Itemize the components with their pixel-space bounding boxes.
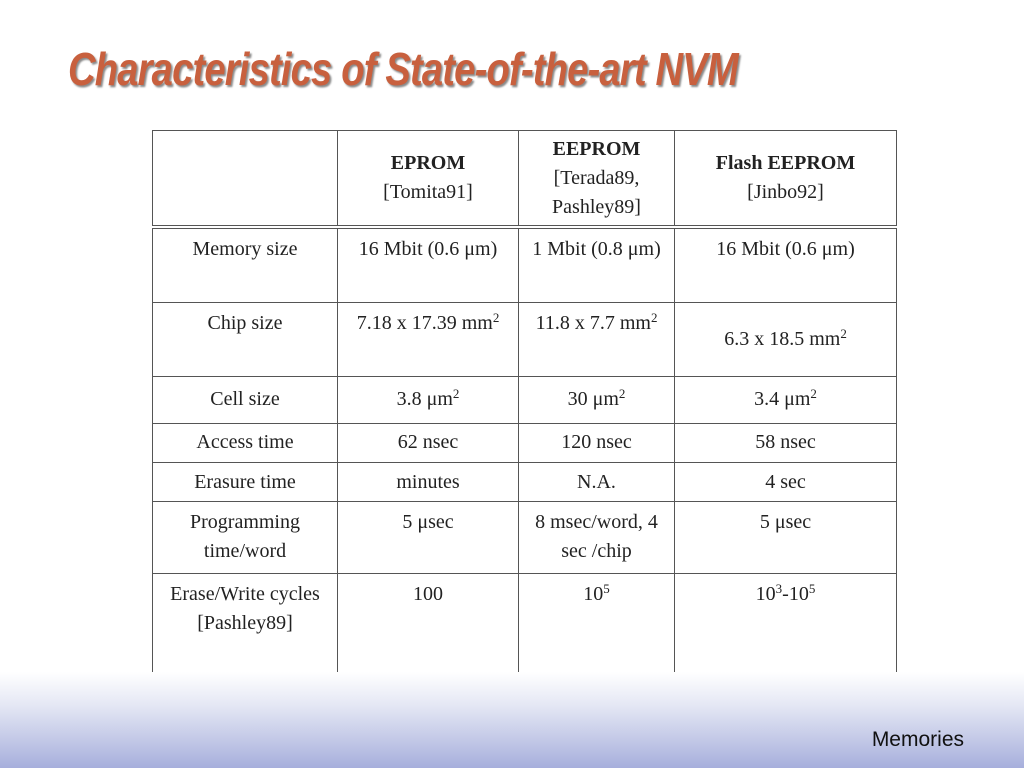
cell-cell-size-eeprom <box>519 377 675 423</box>
table-header-row <box>153 131 897 228</box>
cell-cell-size-flash <box>675 377 897 423</box>
slide-title: Characteristics of State-of-the-art NVM <box>68 43 738 95</box>
exponent: 3 <box>775 581 783 597</box>
table-row <box>153 227 897 302</box>
table-row <box>153 463 897 502</box>
cell-chip-size-flash <box>675 302 897 377</box>
exponent: 2 <box>618 386 626 402</box>
table-row <box>153 302 897 377</box>
cycles-flash-range: -10 <box>782 583 809 606</box>
cell-cell-size-eprom-value: 3.8 μm <box>396 388 453 411</box>
cell-erasure-time-eprom: minutes <box>338 463 519 502</box>
cell-access-time-eeprom: 120 nsec <box>519 423 675 462</box>
cell-programming-time-eeprom: 8 msec/word, 4 sec /chip <box>519 502 675 574</box>
cell-memory-size-eeprom: 1 Mbit (0.8 μm) <box>519 227 675 302</box>
exponent: 2 <box>650 309 658 325</box>
cell-chip-size-flash-value: 6.3 x 18.5 mm <box>724 327 841 350</box>
header-flash-ref: [Jinbo92] <box>747 181 824 204</box>
header-corner-cell <box>153 131 338 228</box>
row-label-access-time: Access time <box>153 423 338 462</box>
header-eeprom-ref: [Terada89, Pashley89] <box>552 166 641 218</box>
cell-memory-size-flash: 16 Mbit (0.6 μm) <box>675 227 897 302</box>
exponent: 5 <box>808 581 816 597</box>
table-row <box>153 574 897 674</box>
row-label-memory-size: Memory size <box>153 227 338 302</box>
exponent: 5 <box>603 581 610 597</box>
cell-access-time-eprom: 62 nsec <box>338 423 519 462</box>
row-label-erase-write-cycles: Erase/Write cycles [Pashley89] <box>153 574 338 674</box>
header-eprom-ref: [Tomita91] <box>383 181 473 204</box>
table-row <box>153 377 897 423</box>
table-row <box>153 423 897 462</box>
cell-chip-size-eprom <box>338 302 519 377</box>
cell-cycles-flash <box>675 574 897 674</box>
exponent: 2 <box>452 386 460 402</box>
footer-label: Memories <box>871 728 964 751</box>
cell-cycles-eeprom <box>519 574 675 674</box>
exponent: 2 <box>810 386 817 402</box>
cell-cell-size-eeprom-value: 30 μm <box>567 388 619 411</box>
cell-programming-time-flash: 5 μsec <box>675 502 897 574</box>
footer-band <box>0 672 1024 768</box>
header-eeprom-name: EEPROM <box>552 137 641 160</box>
row-label-chip-size: Chip size <box>153 302 338 377</box>
cell-erasure-time-eeprom: N.A. <box>519 463 675 502</box>
header-eprom <box>338 131 519 228</box>
cell-cell-size-flash-value: 3.4 μm <box>754 388 811 411</box>
header-eeprom <box>519 131 675 228</box>
cycles-eeprom-base: 10 <box>583 583 604 606</box>
cell-memory-size-eprom: 16 Mbit (0.6 μm) <box>338 227 519 302</box>
cell-chip-size-eeprom-value: 11.8 x 7.7 mm <box>535 311 651 334</box>
cycles-flash-base: 10 <box>755 583 776 606</box>
row-label-erasure-time: Erasure time <box>153 463 338 502</box>
table-row <box>153 502 897 574</box>
cell-erasure-time-flash: 4 sec <box>675 463 897 502</box>
exponent: 2 <box>840 325 847 341</box>
cell-cell-size-eprom <box>338 377 519 423</box>
row-label-programming-time: Programming time/word <box>153 502 338 574</box>
exponent: 2 <box>492 309 500 325</box>
cell-chip-size-eeprom <box>519 302 675 377</box>
header-flash-name: Flash EEPROM <box>715 152 856 175</box>
cell-programming-time-eprom: 5 μsec <box>338 502 519 574</box>
table-panel <box>104 128 926 684</box>
header-flash <box>675 131 897 228</box>
header-eprom-name: EPROM <box>390 152 466 175</box>
nvm-comparison-table <box>152 130 897 674</box>
cell-chip-size-eprom-value: 7.18 x 17.39 mm <box>356 311 493 334</box>
cell-cycles-eprom: 100 <box>338 574 519 674</box>
cell-access-time-flash: 58 nsec <box>675 423 897 462</box>
row-label-cell-size: Cell size <box>153 377 338 423</box>
